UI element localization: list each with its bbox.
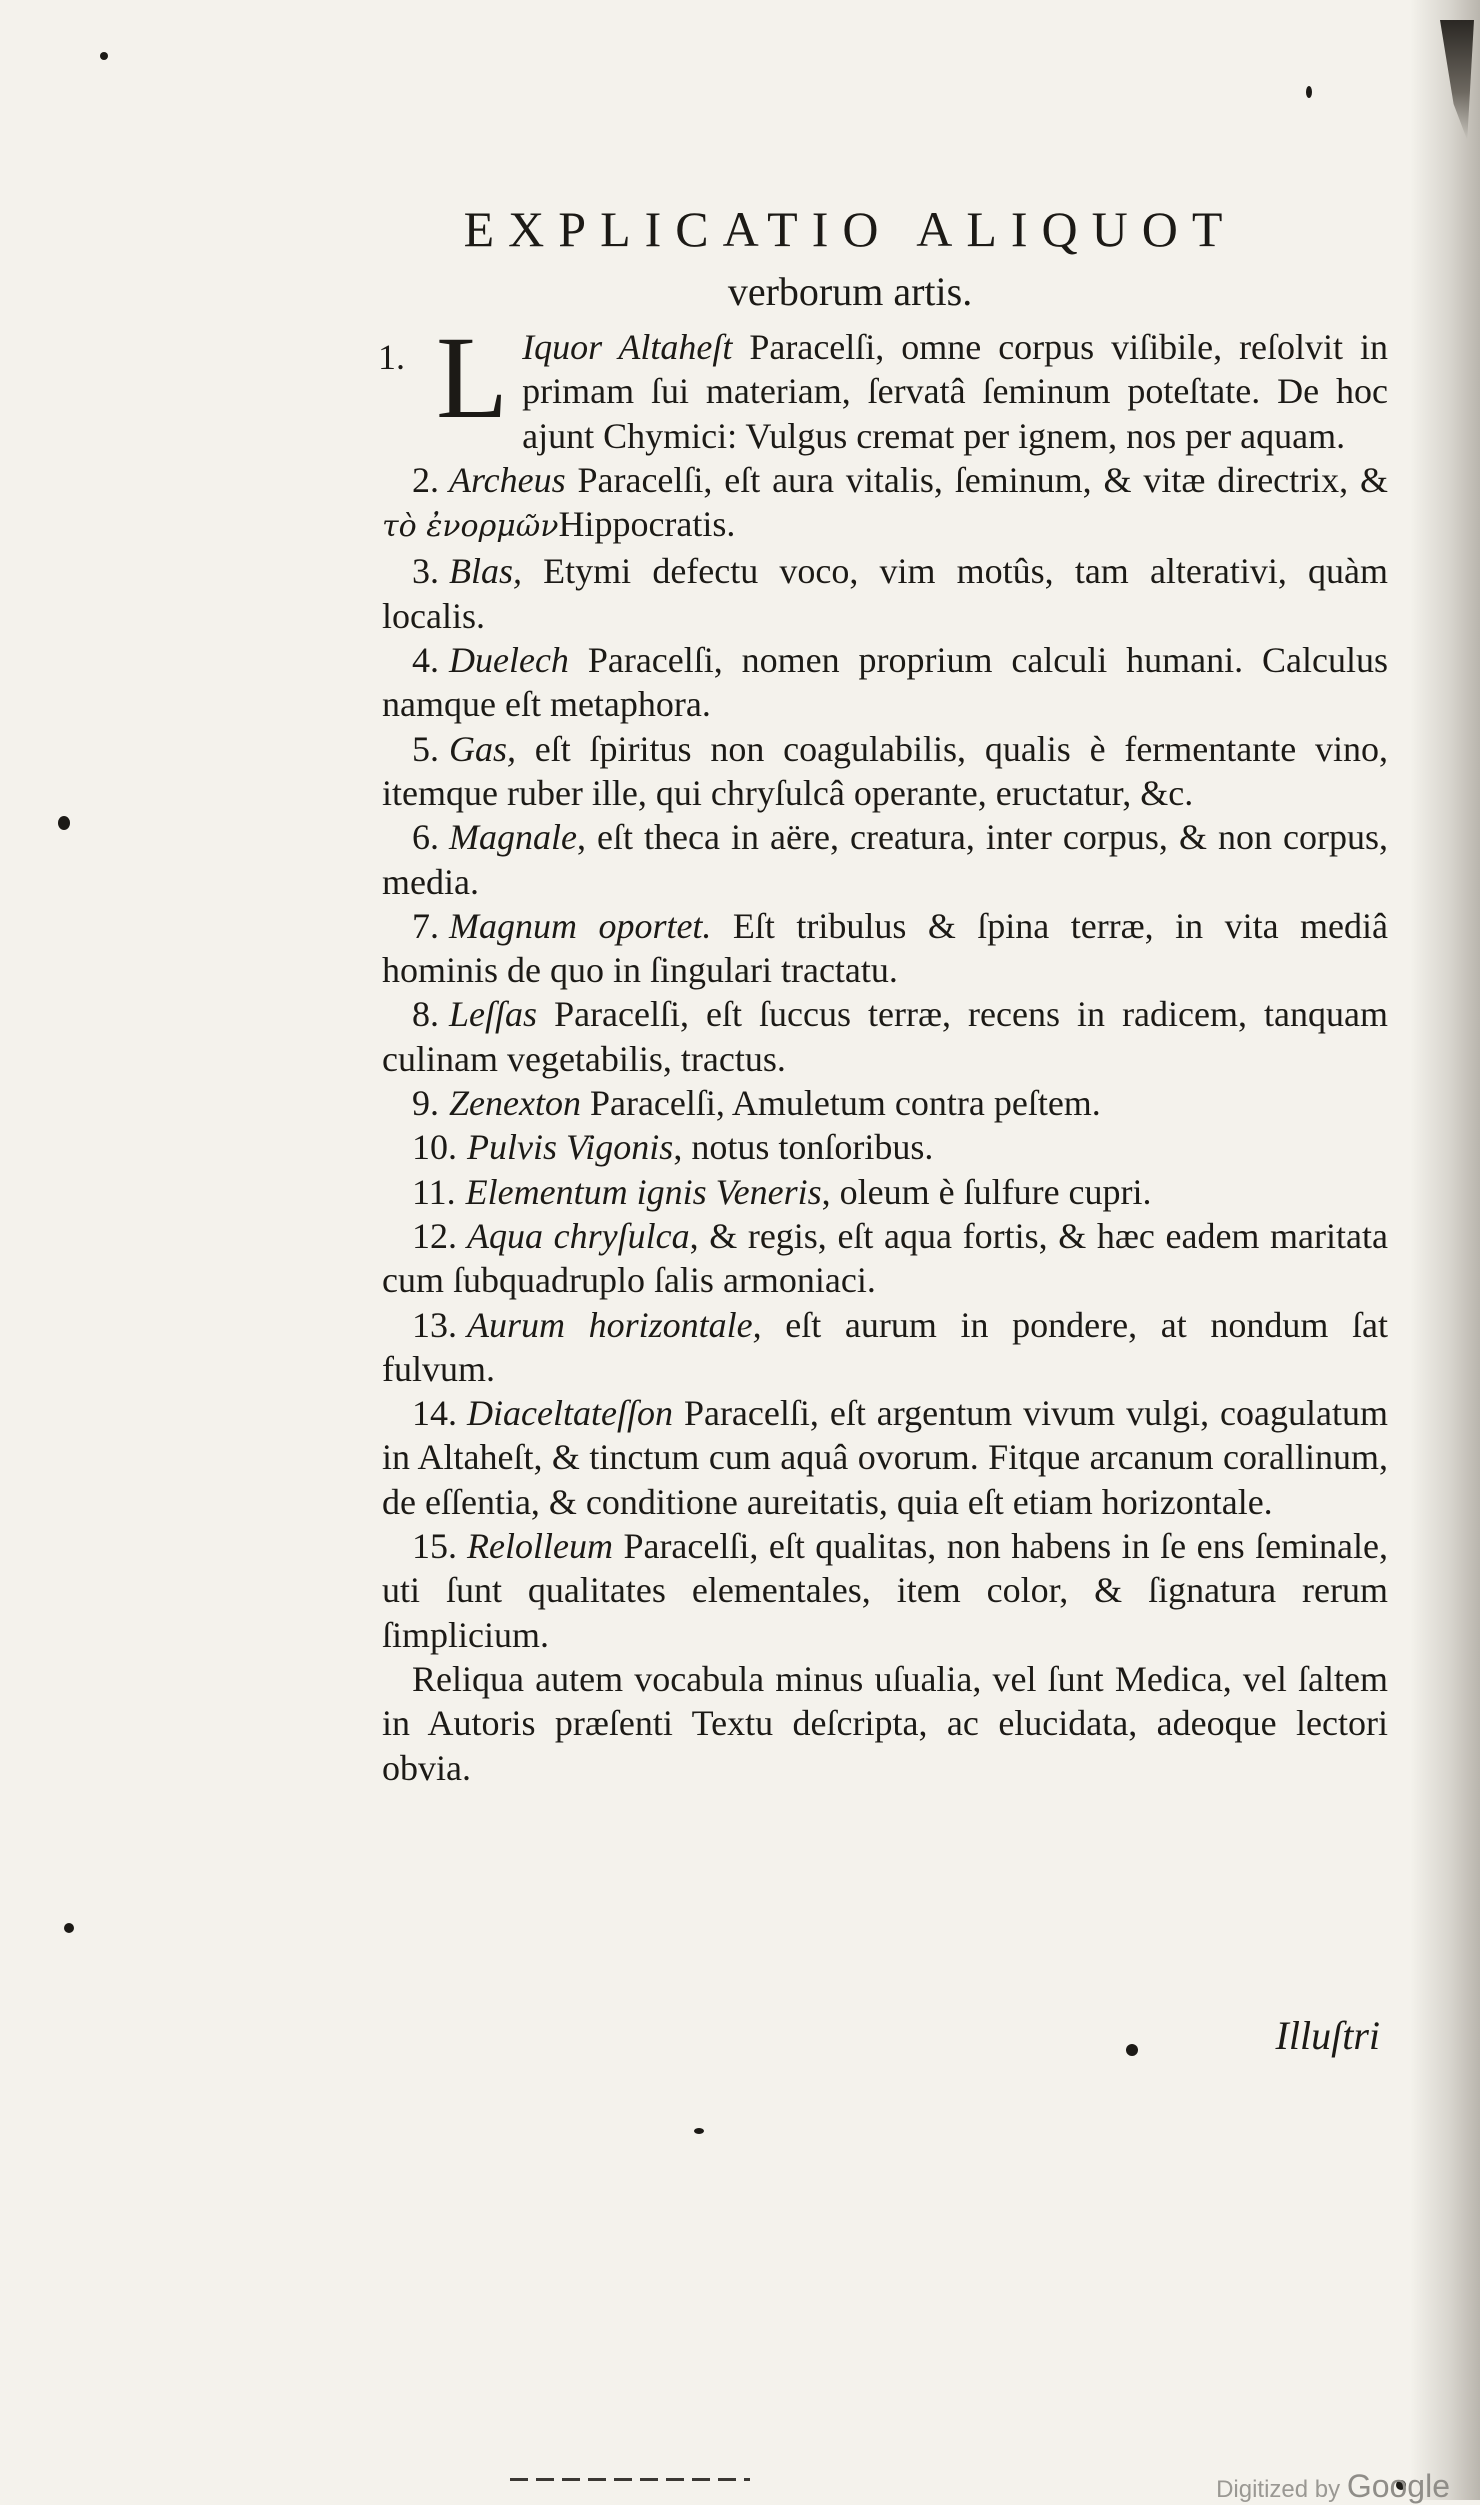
entry-text: Paracelſi, eſt ſuccus terræ, recens in radicem, tanquam culinam vegetabilis, tractus.	[382, 994, 1388, 1079]
entry-text: , oleum è ſulfure cupri.	[821, 1171, 1152, 1212]
entry-number: 15.	[412, 1526, 457, 1567]
entry-number: 9.	[412, 1083, 439, 1124]
watermark-prefix: Digitized by	[1216, 2476, 1341, 2503]
glossary-entry	[382, 992, 1388, 1081]
entry-text: , notus tonſoribus.	[673, 1127, 934, 1168]
entry-number: 8.	[412, 994, 439, 1035]
ink-speck	[1126, 2044, 1138, 2056]
greek-phrase: τὸ ἐνορμῶν	[382, 509, 559, 545]
entry-number: 12.	[412, 1215, 457, 1256]
glossary-entry	[382, 727, 1388, 816]
entry-text: , eſt theca in aëre, creatura, inter corpus, & non corpus, media.	[382, 817, 1388, 902]
entry-text: eſt ſpiritus non coagulabilis, qualis è fermentante vino, itemque ruber ille, qui chryſulcâ operante, eructatur, &c.	[382, 728, 1389, 813]
glossary-entry	[382, 1170, 1388, 1214]
entry-term: Aqua chryſulca	[467, 1215, 690, 1256]
entry-text: Eſt tribulus & ſpina terræ, in vita mediâ hominis de quo in ſingulari tractatu.	[382, 905, 1388, 991]
entry-number: 11.	[412, 1171, 456, 1212]
entry-number: 10.	[412, 1127, 457, 1168]
entry-term: Elementum ignis Veneris	[465, 1171, 822, 1212]
page-subtitle: verborum artis.	[727, 269, 973, 314]
entry-number: 14.	[412, 1393, 457, 1434]
entry-term: Leſſas	[449, 994, 538, 1035]
entry-term: Archeus	[449, 459, 566, 500]
closing-paragraph	[382, 1657, 1388, 1790]
glossary-entry	[378, 312, 1389, 458]
entry-text: Paracelſi, eſt qualitas, non habens in ſe ens ſeminale, uti ſunt qualitates elementales, item color, & ſignatura rerum ſimplicium.	[382, 1526, 1389, 1655]
entry-number: 4.	[412, 640, 439, 681]
entry-text-after: Hippocratis.	[558, 504, 736, 545]
catchword: Illuſtri	[1275, 2013, 1380, 2058]
entry-term: Blas,	[449, 551, 523, 592]
entry-text: Paracelſi, omne corpus viſibile, reſolvit in primam ſui materiam, ſervatâ ſeminum poteſtate. De hoc ajunt Chymici: Vulgus cremat per ignem, nos per aquam.	[522, 327, 1389, 456]
entry-term: Magnale	[449, 817, 577, 858]
entry-number: 7.	[412, 905, 439, 946]
drop-cap: L	[436, 312, 509, 443]
entry-number: 5.	[412, 728, 439, 769]
glossary-entry	[382, 1303, 1388, 1392]
glossary-entry	[382, 1081, 1388, 1125]
bottom-rule	[510, 2478, 750, 2481]
digitized-watermark	[1216, 2468, 1450, 2505]
glossary-entry	[382, 1391, 1388, 1524]
glossary-entry	[382, 815, 1388, 904]
ink-speck	[100, 52, 108, 60]
entry-term: Iquor Altaheſt	[522, 327, 733, 367]
entry-term: Diaceltateſſon	[467, 1393, 673, 1434]
entry-text: Paracelſi, eſt aura vitalis, ſeminum, & vitæ directrix, &	[577, 459, 1388, 500]
glossary-entry	[382, 638, 1388, 727]
entry-text: , & regis, eſt aqua fortis, & hæc eadem maritata cum ſubquadruplo ſalis armoniaci.	[382, 1215, 1388, 1301]
entry-term: Relolleum	[467, 1526, 613, 1567]
ink-speck	[1306, 86, 1312, 98]
entry-number: 2.	[412, 459, 439, 500]
glossary-entry	[382, 1125, 1388, 1169]
entry-term: Gas,	[449, 728, 517, 769]
glossary-entry	[382, 1524, 1388, 1657]
entry-text: Etymi defectu voco, vim motûs, tam alterativi, quàm localis.	[382, 551, 1388, 636]
ink-speck	[694, 2128, 704, 2134]
entry-number: 3.	[412, 551, 439, 592]
ink-speck	[64, 1923, 74, 1933]
entry-term: Zenexton	[449, 1083, 581, 1124]
entry-text: eſt aurum in pondere, at nondum ſat fulvum.	[382, 1304, 1388, 1389]
entry-number: 1.	[378, 337, 405, 377]
page-title: EXPLICATIO ALIQUOT	[463, 201, 1237, 257]
entry-number: 6.	[412, 817, 439, 858]
watermark-brand: Google	[1346, 2468, 1450, 2504]
glossary-entry	[382, 1214, 1388, 1303]
entry-term: Pulvis Vigonis	[467, 1127, 674, 1168]
glossary-body	[378, 312, 1389, 1790]
entry-term: Magnum oportet.	[449, 905, 712, 946]
ink-speck	[58, 816, 70, 830]
closing-text: Reliqua autem vocabula minus uſualia, vel ſunt Medica, vel ſaltem in Autoris præſenti Textu deſcripta, ac elucidata, adeoque lectori obvia.	[382, 1658, 1388, 1788]
glossary-entry	[382, 904, 1388, 993]
glossary-entry	[382, 549, 1388, 638]
entry-term: Aurum horizontale,	[467, 1304, 762, 1345]
entry-text: Paracelſi, nomen proprium calculi humani. Calculus namque eſt metaphora.	[382, 640, 1389, 725]
entry-number: 13.	[412, 1304, 457, 1345]
entry-text: Paracelſi, eſt argentum vivum vulgi, coagulatum in Altaheſt, & tinctum cum aquâ ovorum. Fitque arcanum corallinum, de eſſentia, & conditione aureitatis, quia eſt etiam horizontale.	[382, 1393, 1388, 1522]
entry-term: Duelech	[449, 640, 569, 681]
entry-text: Paracelſi, Amuletum contra peſtem.	[589, 1083, 1101, 1124]
glossary-entry	[382, 458, 1388, 550]
page-edge	[1410, 0, 1480, 2500]
